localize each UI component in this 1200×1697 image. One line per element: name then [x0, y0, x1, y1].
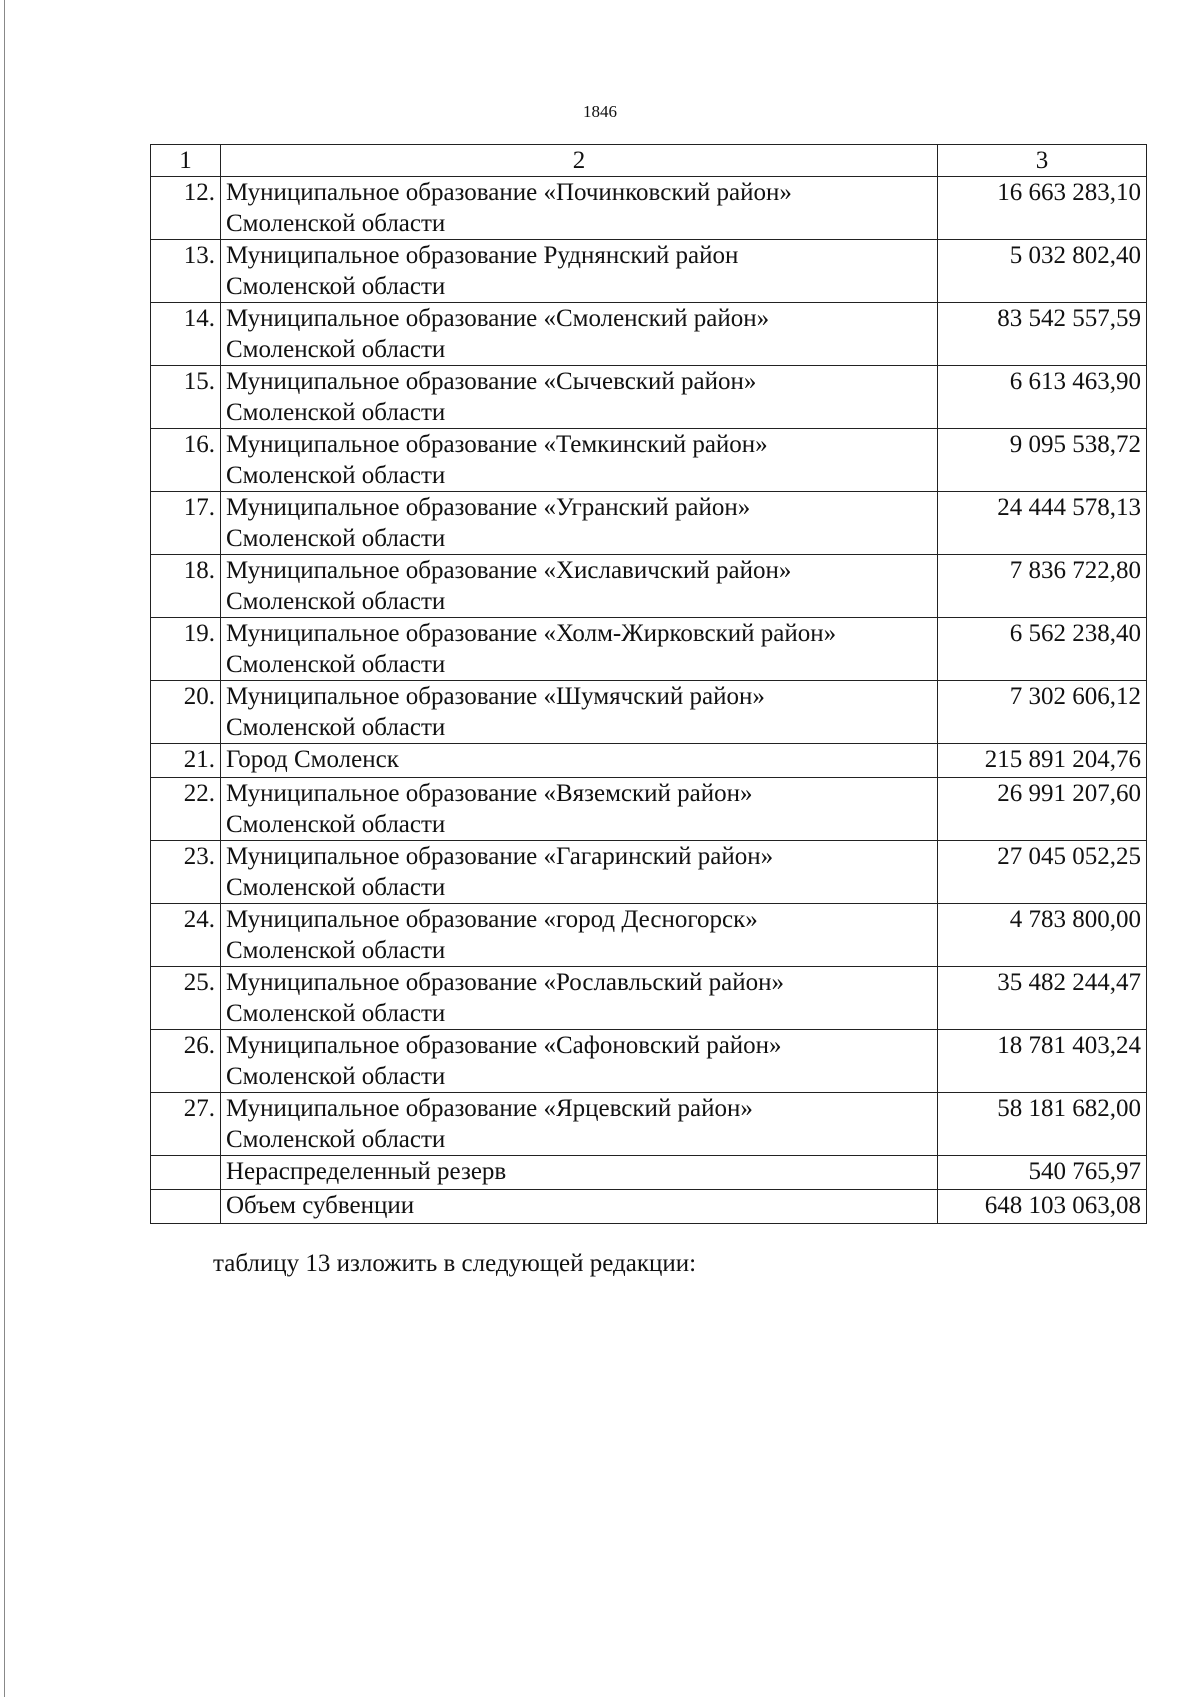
row-amount: 215 891 204,76	[938, 744, 1147, 778]
row-name	[221, 681, 938, 744]
row-name-line2: Смоленской области	[226, 1000, 446, 1027]
row-name	[221, 429, 938, 492]
row-name-line1: Муниципальное образование «Починковский район»	[226, 179, 792, 206]
row-name-line2: Смоленской области	[226, 811, 446, 838]
row-amount: 27 045 052,25	[938, 841, 1147, 904]
row-amount: 58 181 682,00	[938, 1093, 1147, 1156]
row-name-line1: Муниципальное образование «город Десногорск»	[226, 906, 758, 933]
table-row	[151, 492, 1147, 555]
row-name	[221, 744, 938, 778]
row-name	[221, 967, 938, 1030]
row-name-line1: Муниципальное образование «Ярцевский район»	[226, 1095, 753, 1122]
row-name-line1: Муниципальное образование «Темкинский район»	[226, 431, 768, 458]
row-name-line2: Смоленской области	[226, 874, 446, 901]
row-name-line2: Смоленской области	[226, 1126, 446, 1153]
row-amount: 6 613 463,90	[938, 366, 1147, 429]
row-name	[221, 366, 938, 429]
row-name-line1: Муниципальное образование «Хиславичский район»	[226, 557, 792, 584]
row-name	[221, 303, 938, 366]
table-row	[151, 429, 1147, 492]
row-name-line2: Смоленской области	[226, 336, 446, 363]
table-row	[151, 1030, 1147, 1093]
row-name-line2: Смоленской области	[226, 1063, 446, 1090]
row-amount: 83 542 557,59	[938, 303, 1147, 366]
scan-edge-line	[4, 0, 5, 1697]
row-name-line1: Муниципальное образование «Рославльский район»	[226, 969, 784, 996]
row-name-line2: Смоленской области	[226, 399, 446, 426]
table-row	[151, 778, 1147, 841]
row-name-line2: Смоленской области	[226, 937, 446, 964]
row-number: 15.	[151, 366, 221, 429]
table-row	[151, 681, 1147, 744]
table-row	[151, 1156, 1147, 1190]
row-number: 27.	[151, 1093, 221, 1156]
row-amount: 35 482 244,47	[938, 967, 1147, 1030]
row-amount: 26 991 207,60	[938, 778, 1147, 841]
row-name-line1: Муниципальное образование «Шумячский район»	[226, 683, 765, 710]
table-body	[151, 177, 1147, 1224]
column-header-number: 1	[151, 145, 221, 177]
column-header-name: 2	[221, 145, 938, 177]
row-name	[221, 841, 938, 904]
row-name-line1: Муниципальное образование «Смоленский район»	[226, 305, 770, 332]
row-name	[221, 1030, 938, 1093]
row-amount: 18 781 403,24	[938, 1030, 1147, 1093]
table-row	[151, 240, 1147, 303]
row-number: 17.	[151, 492, 221, 555]
row-name-line2: Смоленской области	[226, 273, 446, 300]
row-name	[221, 177, 938, 240]
row-name-line1: Муниципальное образование «Вяземский район»	[226, 780, 753, 807]
row-name	[221, 618, 938, 681]
table-row	[151, 744, 1147, 778]
row-number: 19.	[151, 618, 221, 681]
row-name-line1: Муниципальное образование «Гагаринский район»	[226, 843, 774, 870]
row-name-line2: Смоленской области	[226, 462, 446, 489]
row-number: 13.	[151, 240, 221, 303]
row-amount: 16 663 283,10	[938, 177, 1147, 240]
row-name-line2: Смоленской области	[226, 651, 446, 678]
table-row	[151, 1093, 1147, 1156]
row-amount: 648 103 063,08	[938, 1190, 1147, 1224]
table-header-row	[151, 145, 1147, 177]
table-row	[151, 555, 1147, 618]
row-name-line1: Муниципальное образование Руднянский район	[226, 242, 739, 269]
row-name-line2: Смоленской области	[226, 714, 446, 741]
row-name-line1: Нераспределенный резерв	[226, 1158, 507, 1185]
row-name	[221, 492, 938, 555]
row-amount: 6 562 238,40	[938, 618, 1147, 681]
row-number: 21.	[151, 744, 221, 778]
row-number: 16.	[151, 429, 221, 492]
footer-text: таблицу 13 изложить в следующей редакции:	[213, 1250, 697, 1277]
row-amount: 7 302 606,12	[938, 681, 1147, 744]
row-name-line1: Муниципальное образование «Сычевский район»	[226, 368, 757, 395]
row-number	[151, 1156, 221, 1190]
row-number: 26.	[151, 1030, 221, 1093]
row-amount: 4 783 800,00	[938, 904, 1147, 967]
row-name	[221, 904, 938, 967]
row-name-line1: Муниципальное образование «Угранский район»	[226, 494, 751, 521]
row-number: 23.	[151, 841, 221, 904]
row-name-line1: Муниципальное образование «Холм-Жирковский район»	[226, 620, 837, 647]
row-number: 20.	[151, 681, 221, 744]
row-name-line2: Смоленской области	[226, 588, 446, 615]
row-name-line1: Муниципальное образование «Сафоновский район»	[226, 1032, 782, 1059]
page-number: 1846	[583, 102, 617, 121]
subvention-table	[150, 144, 1147, 1224]
row-name-line1: Город Смоленск	[226, 746, 399, 773]
row-number: 12.	[151, 177, 221, 240]
table-row	[151, 967, 1147, 1030]
row-name	[221, 778, 938, 841]
row-amount: 7 836 722,80	[938, 555, 1147, 618]
table-row	[151, 303, 1147, 366]
row-name	[221, 555, 938, 618]
row-name-line2: Смоленской области	[226, 210, 446, 237]
row-amount: 540 765,97	[938, 1156, 1147, 1190]
row-amount: 24 444 578,13	[938, 492, 1147, 555]
table-row	[151, 1190, 1147, 1224]
row-name	[221, 1156, 938, 1190]
row-name	[221, 1093, 938, 1156]
column-header-amount: 3	[938, 145, 1147, 177]
row-number: 25.	[151, 967, 221, 1030]
row-name	[221, 1190, 938, 1224]
row-name-line1: Объем субвенции	[226, 1192, 415, 1219]
row-name	[221, 240, 938, 303]
table-row	[151, 904, 1147, 967]
row-name-line2: Смоленской области	[226, 525, 446, 552]
row-amount: 5 032 802,40	[938, 240, 1147, 303]
table-row	[151, 177, 1147, 240]
row-number: 24.	[151, 904, 221, 967]
row-number: 18.	[151, 555, 221, 618]
table-row	[151, 841, 1147, 904]
row-number	[151, 1190, 221, 1224]
row-number: 14.	[151, 303, 221, 366]
row-number: 22.	[151, 778, 221, 841]
table-row	[151, 618, 1147, 681]
row-amount: 9 095 538,72	[938, 429, 1147, 492]
table-row	[151, 366, 1147, 429]
